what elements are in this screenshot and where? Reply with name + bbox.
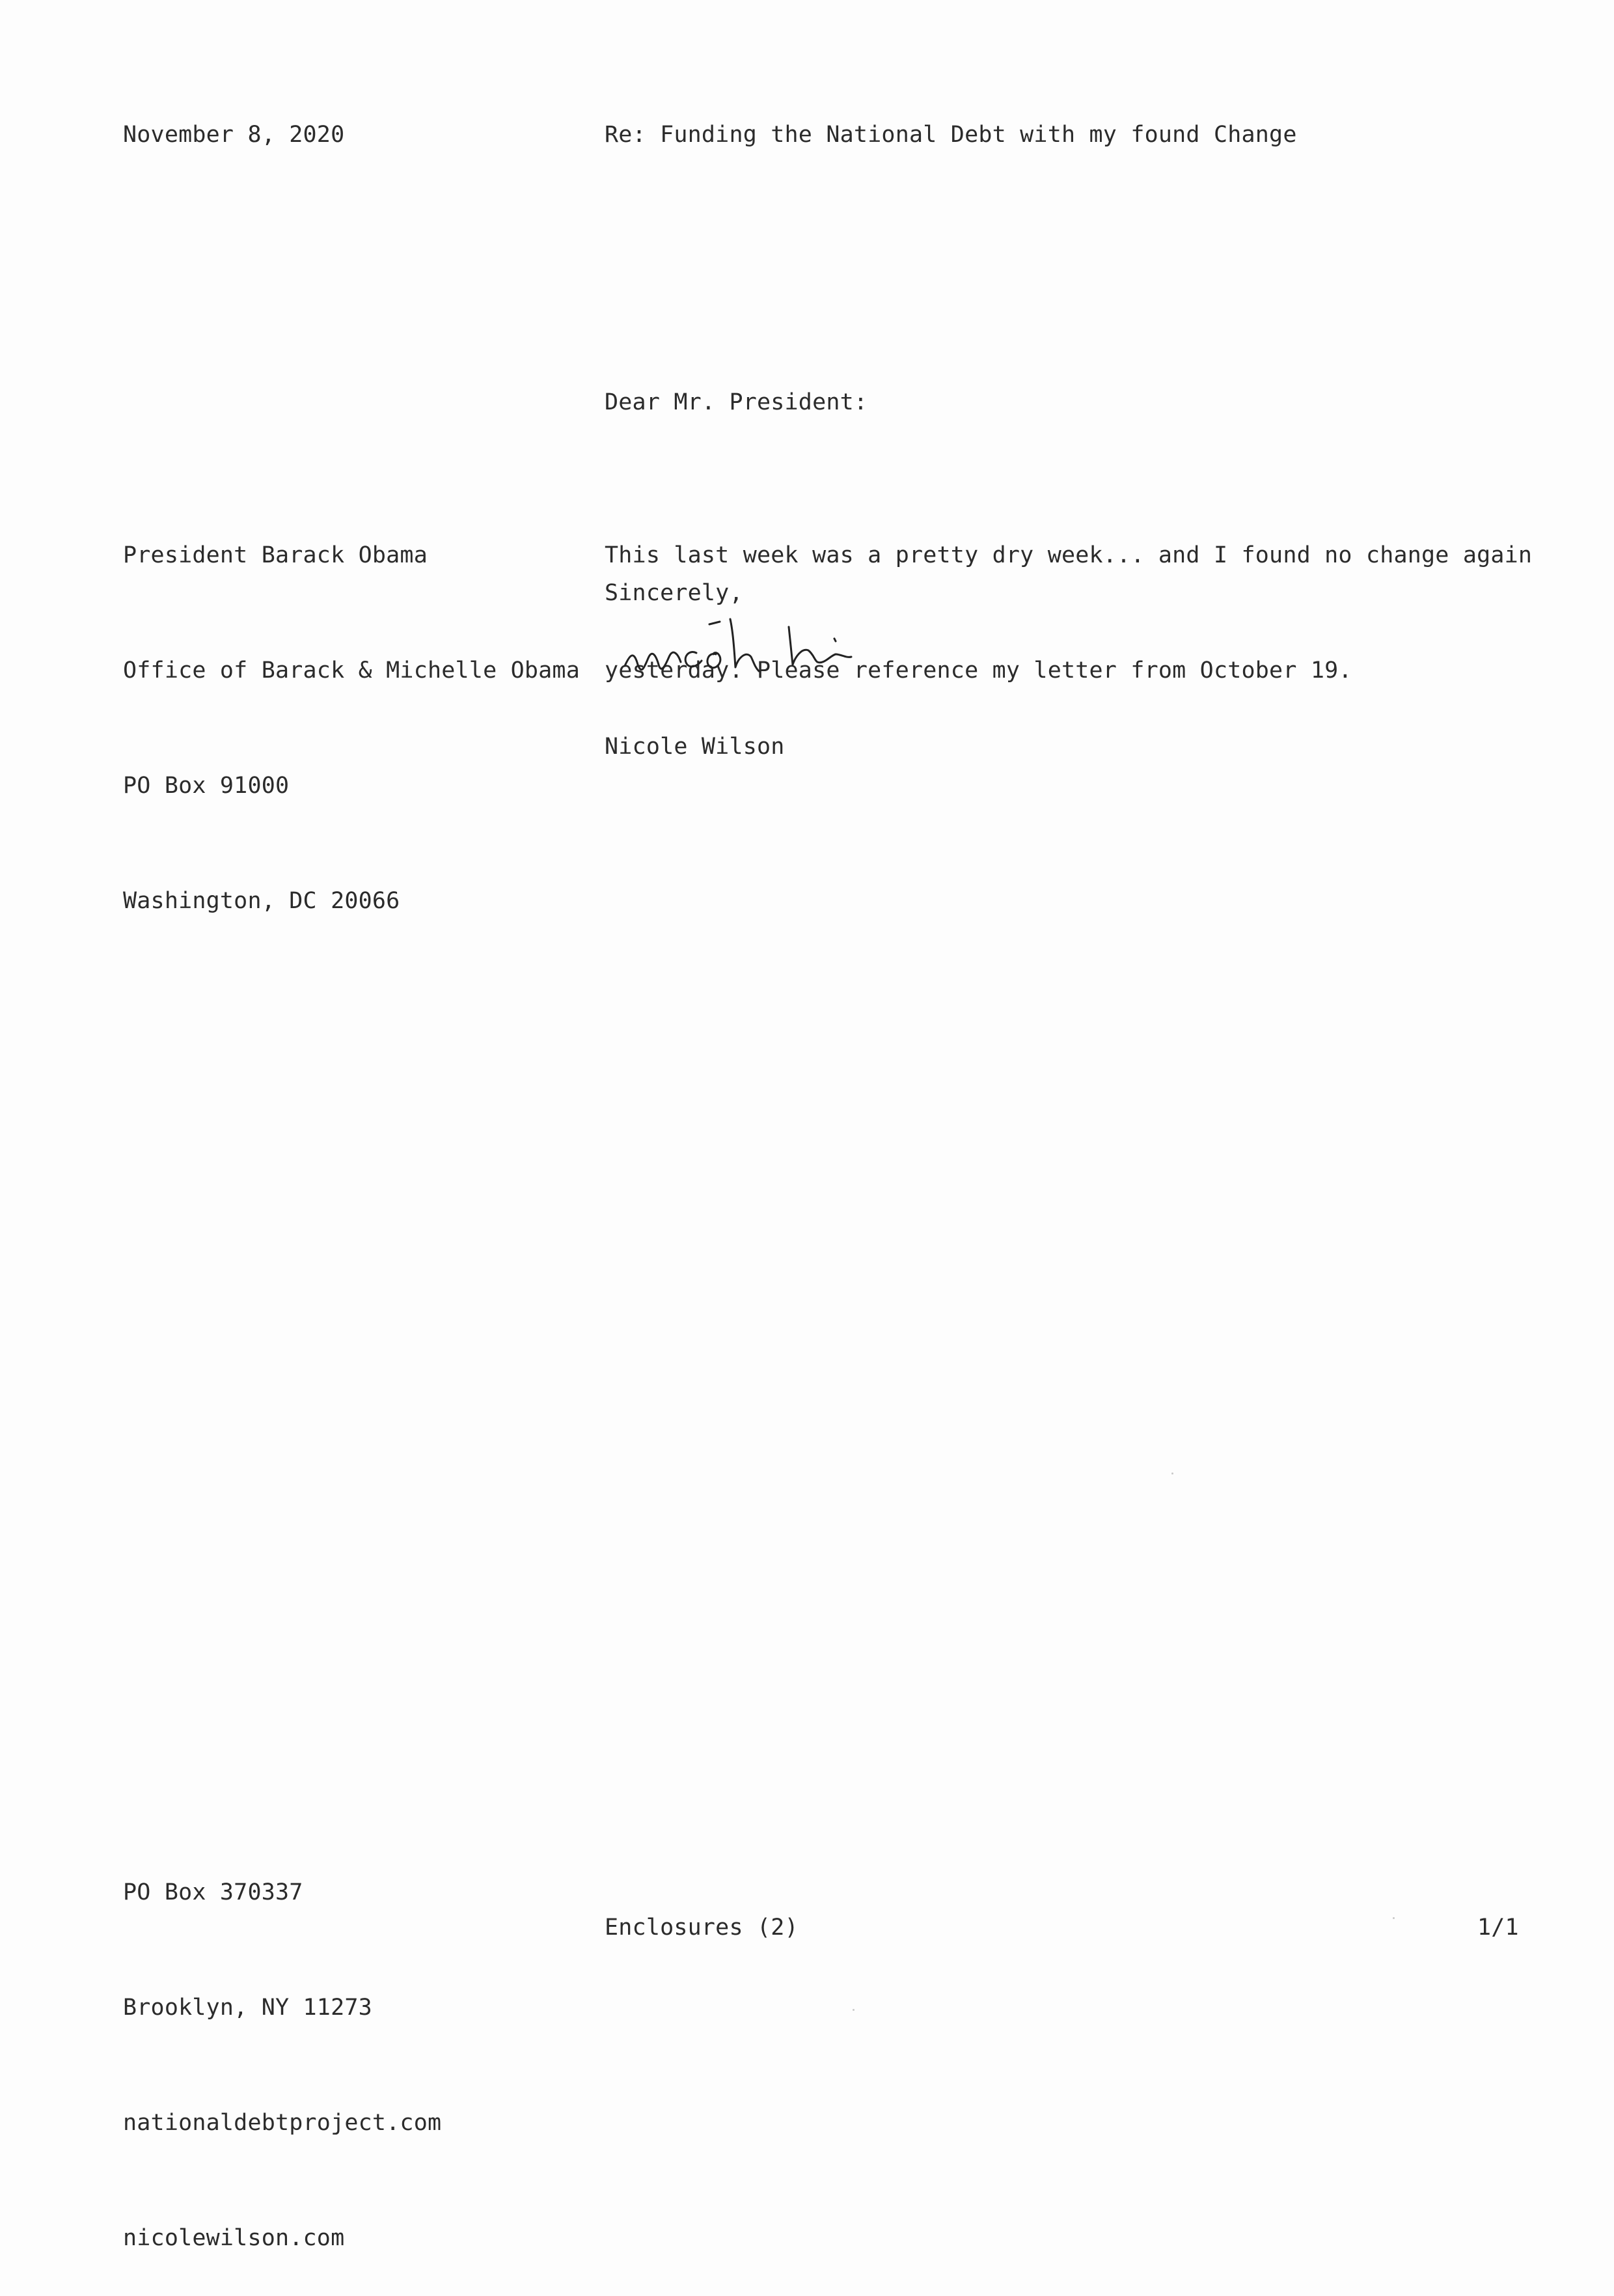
closing: Sincerely, [605, 580, 743, 606]
scan-speck [1171, 1473, 1173, 1474]
sender-city: Brooklyn, NY 11273 [123, 1995, 372, 2021]
recipient-office: Office of Barack & Michelle Obama [123, 657, 580, 684]
body-line: yesterday. Please reference my letter from October 19. [605, 657, 1352, 684]
recipient-city: Washington, DC 20066 [123, 888, 400, 914]
scan-speck [1393, 1917, 1395, 1919]
recipient-name: President Barack Obama [123, 542, 428, 568]
recipient-po-box: PO Box 91000 [123, 773, 290, 799]
scan-speck [853, 2009, 855, 2011]
sender-po-box: PO Box 370337 [123, 1879, 303, 1905]
enclosures-note: Enclosures (2) [605, 1915, 799, 1941]
salutation: Dear Mr. President: [605, 389, 868, 415]
sender-website: nicolewilson.com [123, 2225, 345, 2251]
letter-date: November 8, 2020 [123, 122, 345, 148]
recipient-address [123, 460, 580, 959]
sender-website: nationaldebtproject.com [123, 2110, 442, 2136]
subject-line: Re: Funding the National Debt with my found Change [605, 122, 1297, 148]
page-number: 1/1 [1477, 1915, 1519, 1941]
sender-address [123, 1797, 441, 2296]
signer-name: Nicole Wilson [605, 734, 785, 760]
handwritten-signature [618, 602, 957, 693]
body-line: This last week was a pretty dry week... and I found no change again [605, 542, 1533, 568]
